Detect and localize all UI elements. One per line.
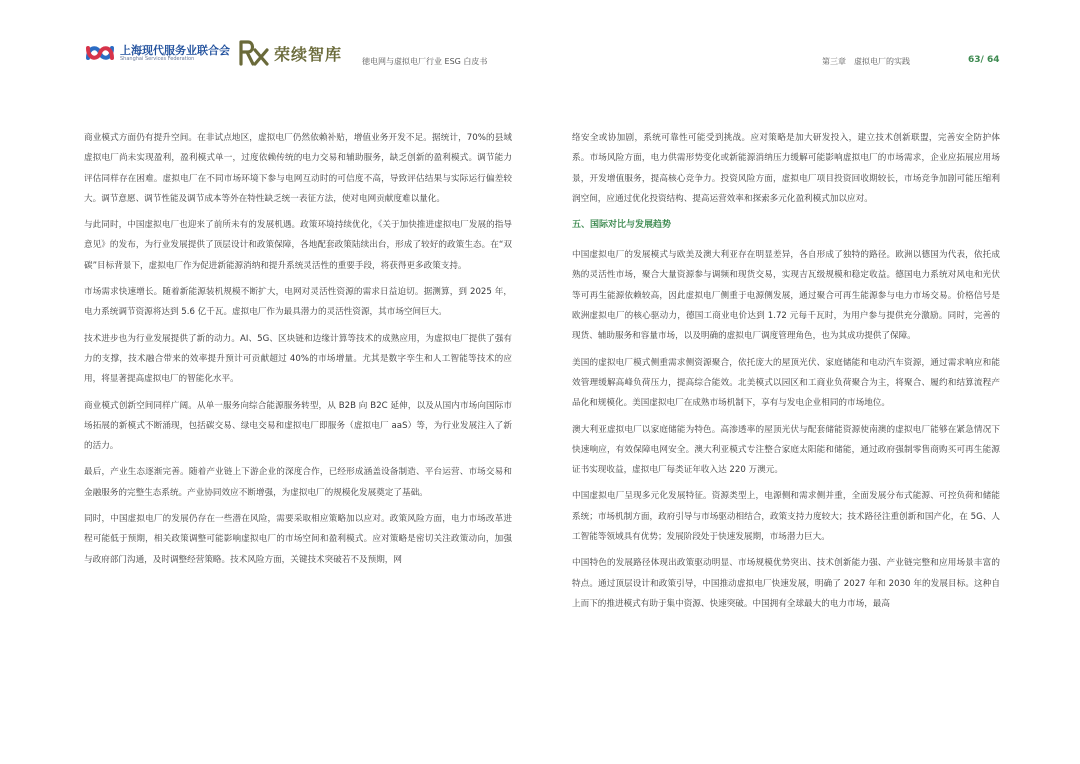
document-title: 徳电网与虚拟电厂行业 ESG 白皮书: [362, 57, 488, 66]
paragraph: 中国虚拟电厂呈现多元化发展特征。资源类型上，电源侧和需求侧并重，全面发展分布式能源、可控负荷和储能系统；市场机制方面，政府引导与市场驱动相结合，政策支持力度较大；技术路径注重创新和国产化，在 5G、人工智能等领域具有优势；发展阶段处于快速发展期，市场潜力巨大。: [572, 491, 1000, 543]
paragraph: 商业模式方面仍有提升空间。在非试点地区，虚拟电厂仍然依赖补贴，增值业务开发不足。据统计，70%的县域虚拟电厂尚未实现盈利，盈利模式单一，过度依赖传统的电力交易和辅助服务，缺乏创新的盈利模式。调节能力评估同样存在困难。虚拟电厂在不同市场环境下参与电网互动时的可信度不高，导致评估结果与实际运行偏差较大。调节意愿、调节性能及调节成本等外在特性缺乏统一表征方法，使对电网贡献度难以量化。: [84, 133, 512, 204]
rongxu-logo: [238, 38, 358, 68]
rx-logo-icon: [238, 40, 270, 66]
federation-name-en: Shanghai Services Federation: [120, 56, 195, 62]
paragraph: 商业模式创新空间同样广阔。从单一服务向综合能源服务转型，从 B2B 向 B2C 延伸，以及从国内市场向国际市场拓展的新模式不断涌现，包括碳交易、绿电交易和虚拟电厂即服务（虚拟电厂 aaS）等，为行业发展注入了新的活力。: [84, 400, 512, 452]
paragraph: 澳大利亚虚拟电厂以家庭储能为特色。高渗透率的屋顶光伏与配套储能资源使南澳的虚拟电厂能够在紧急情况下快速响应，有效保障电网安全。澳大利亚模式专注整合家庭太阳能和储能，通过政府强制零售商购买可再生能源证书实现收益，虚拟电厂每类证年收入达 220 万澳元。: [572, 424, 1000, 476]
page-number: 63/ 64: [968, 55, 1000, 65]
federation-logo: [84, 38, 230, 68]
paragraph: 中国虚拟电厂的发展模式与欧美及澳大利亚存在明显差异，各自形成了独特的路径。欧洲以德国为代表，依托成熟的灵活性市场，聚合大量资源参与调频和现货交易，实现吉瓦级规模和稳定收益。德国电力系统对风电和光伏等可再生能源依赖较高，因此虚拟电厂侧重于电源侧发展，通过聚合可再生能源参与电力市场交易。价格信号是欧洲虚拟电厂的核心驱动力，德国工商业电价达到 1.72 元每千瓦时，为用户参与提供充分激励。同时，完善的现货、辅助服务和容量市场，以及明确的虚拟电厂调度管理角色，也为其成功提供了保障。: [572, 250, 1000, 342]
paragraph: 络安全或协加剧，系统可靠性可能受到挑战。应对策略是加大研发投入，建立技术创新联盟，完善安全防护体系。市场风险方面，电力供需形势变化或新能源消纳压力缓解可能影响虚拟电厂的市场需求，企业应拓展应用场景，开发增值服务，提高核心竞争力。投资风险方面，虚拟电厂项目投资回收期较长，市场竞争加剧可能压缩利润空间，应通过优化投资结构、提高运营效率和探索多元化盈利模式加以应对。: [572, 133, 1000, 204]
paragraph: 市场需求快速增长。随着新能源装机规模不断扩大，电网对灵活性资源的需求日益迫切。据测算，到 2025 年，电力系统调节资源将达到 5.6 亿千瓦。虚拟电厂作为最具潜力的灵活性资源，其市场空间巨大。: [84, 287, 512, 318]
paragraph: 技术进步也为行业发展提供了新的动力。AI、5G、区块链和边缘计算等技术的成熟应用，为虚拟电厂提供了强有力的支撑，技术融合带来的效率提升预计可贡献超过 40%的市场增量。尤其是数字孪生和人工智能等技术的应用，将显著提高虚拟电厂的智能化水平。: [84, 333, 512, 385]
federation-logo-icon: [84, 40, 116, 66]
page-header: [0, 0, 1080, 80]
section-heading: 五、国际对比与发展趋势: [572, 220, 672, 231]
paragraph: 同时，中国虚拟电厂的发展仍存在一些潜在风险，需要采取相应策略加以应对。政策风险方面，电力市场改革进程可能低于预期，相关政策调整可能影响虚拟电厂的市场空间和盈利模式。应对策略是密切关注政策动向，加强与政府部门沟通，及时调整经营策略。技术风险方面，关键技术突破若不及预期，网: [84, 514, 512, 565]
paragraph: 美国的虚拟电厂模式侧重需求侧资源聚合，依托庞大的屋顶光伏、家庭储能和电动汽车资源，通过需求响应和能效管理缓解高峰负荷压力，提高综合能效。北美模式以园区和工商业负荷聚合为主，将聚合、履约和结算流程产品化和规模化。美国虚拟电厂在成熟市场机制下，享有与发电企业相同的市场地位。: [572, 357, 1000, 409]
paragraph: 中国特色的发展路径体现出政策驱动明显、市场规模优势突出、技术创新能力强、产业链完整和应用场景丰富的特点。通过顶层设计和政策引导，中国推动虚拟电厂快速发展，明确了 2027 年和 2030 年的发展目标。这种自上而下的推进模式有助于集中资源、快速突破。中国拥有全球最大的电力市场，最高: [572, 558, 1000, 609]
left-column: [84, 128, 512, 576]
paragraph: 与此同时，中国虚拟电厂也迎来了前所未有的发展机遇。政策环境持续优化，《关于加快推进虚拟电厂发展的指导意见》的发布，为行业发展提供了顶层设计和政策保障，各地配套政策陆续出台，形成了较好的政策生态。在“双碳”目标背景下，虚拟电厂作为促进新能源消纳和提升系统灵活性的重要手段，将获得更多政策支持。: [84, 220, 512, 271]
federation-name-cn: 上海现代服务业联合会: [120, 44, 230, 57]
paragraph: 最后，产业生态逐渐完善。随着产业链上下游企业的深度合作，已经形成涵盖设备制造、平台运营、市场交易和金融服务的完整生态系统。产业协同效应不断增强，为虚拟电厂的规模化发展奠定了基础。: [84, 467, 512, 498]
rongxu-name-cn: 荣续智库: [274, 45, 343, 64]
chapter-title: 第三章 虚拟电厂的实践: [822, 57, 910, 66]
right-column: [572, 128, 1000, 620]
